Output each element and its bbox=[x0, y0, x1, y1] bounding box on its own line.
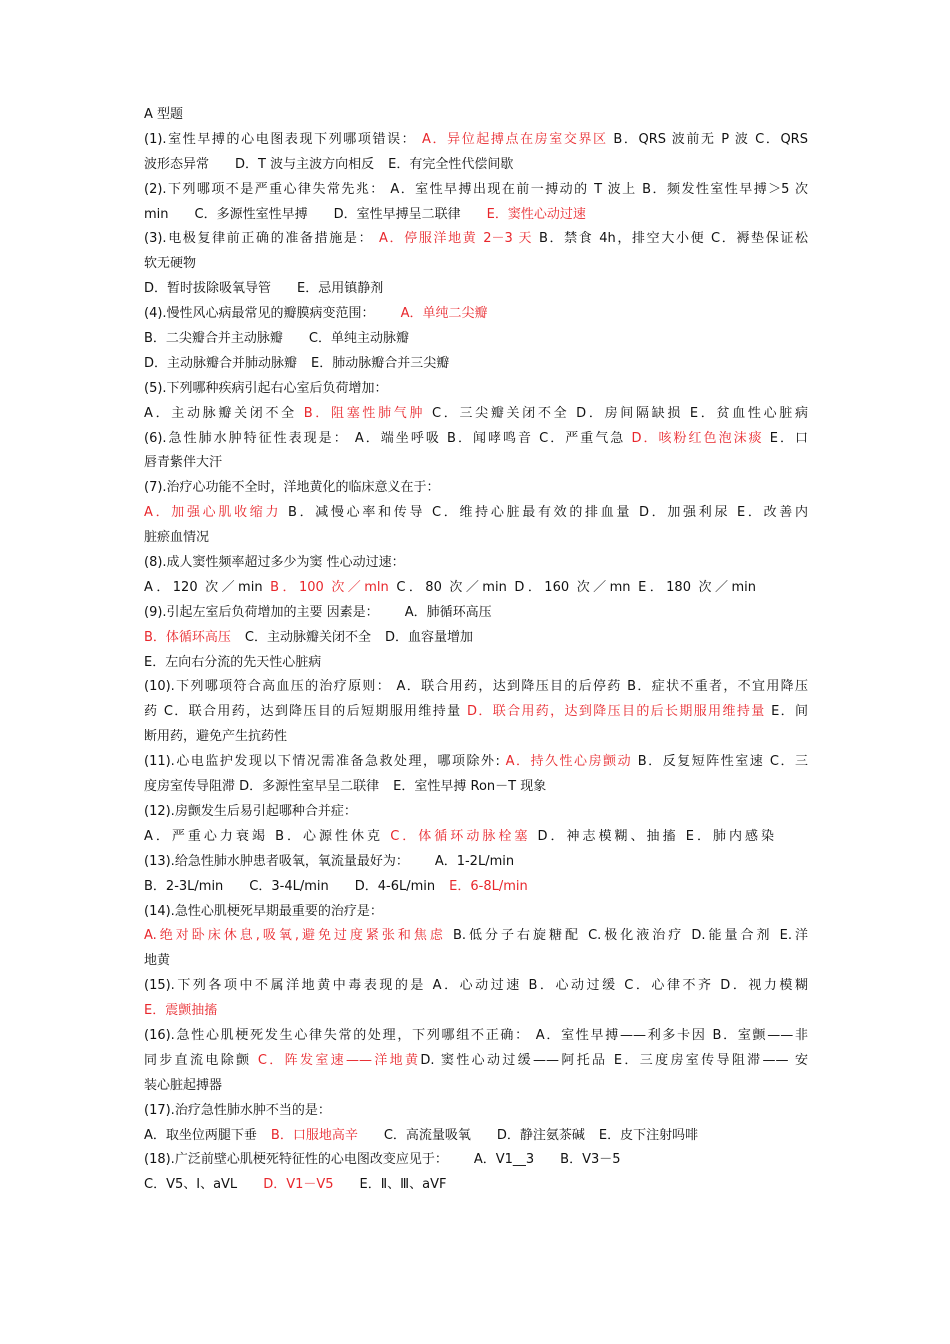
option-b: B．症状不重者，不宜用降压 bbox=[627, 679, 808, 695]
option-e: E．间 bbox=[771, 704, 808, 720]
option-d: D．4-6L/min bbox=[354, 878, 436, 894]
question-2 bbox=[144, 178, 808, 203]
option-d: D．主动脉瓣合并肺动脉瓣 bbox=[144, 355, 298, 371]
question-stem: (1).室性早搏的心电图表现下列哪项错误： bbox=[144, 131, 417, 147]
option-b: B．频发性室性早搏＞5 次 bbox=[642, 181, 808, 197]
option-b: B．闻哮鸣音 bbox=[447, 430, 534, 446]
question-16-cont: 同步直流电除颤 C．阵发室速——洋地黄D. 窦性心动过缓——阿托品 E．三度房室传导阻滞—— 安 bbox=[144, 1052, 808, 1068]
option-c: C．多源性室性早搏 bbox=[194, 206, 308, 222]
question-1-cont: 波形态异常 D．T 波与主波方向相反 E．有完全性代偿间歇 bbox=[144, 156, 514, 172]
option-e: E．肺内感染 bbox=[685, 828, 774, 844]
option-e-answer: E．震颤抽搐 bbox=[144, 1003, 218, 1019]
option-a-answer: A．加强心肌收缩力 bbox=[144, 505, 282, 521]
option-a: A．严重心力衰竭 bbox=[144, 828, 268, 844]
option-c-answer: C．阵发室速——洋地黄 bbox=[257, 1052, 421, 1068]
question-3-cont: 软无硬物 bbox=[144, 256, 197, 272]
option-a: A．肺循环高压 bbox=[404, 604, 492, 620]
question-17 bbox=[144, 1099, 808, 1124]
option-d: D．暂时拔除吸氧导管 bbox=[144, 281, 272, 297]
option-e: E．Ⅱ、Ⅲ、aVF bbox=[359, 1177, 447, 1193]
option-c: C．褥垫保证松 bbox=[711, 231, 808, 247]
question-17-options bbox=[144, 1124, 808, 1149]
question-stem: (5).下列哪种疾病引起右心室后负荷增加： bbox=[144, 380, 388, 396]
option-b: B．反复短阵性室速 bbox=[637, 754, 765, 770]
option-d-answer: D．咳粉红色泡沫痰 bbox=[631, 430, 764, 446]
question-stem: (15).下列各项中不属洋地黄中毒表现的是 bbox=[144, 978, 426, 994]
option-c: C．V5、I、aVL bbox=[144, 1177, 238, 1193]
option-a-answer: A．停服洋地黄 2－3 天 bbox=[379, 231, 534, 247]
question-4-options-1 bbox=[144, 327, 808, 352]
question-13-options bbox=[144, 875, 808, 900]
option-e: E．皮下注射吗啡 bbox=[598, 1127, 699, 1143]
option-c: C．心律不齐 bbox=[624, 978, 714, 994]
option-b: B．2-3L/min bbox=[144, 878, 224, 894]
question-stem: (4).慢性风心病最常见的瓣膜病变范围： bbox=[144, 306, 375, 322]
option-c: C．联合用药，达到降压目的后短期服用维持量 bbox=[163, 704, 462, 720]
option-c: C．三 bbox=[769, 754, 808, 770]
question-10-cont: 药 C．联合用药，达到降压目的后短期服用维持量 D．联合用药，达到降压目的后长期服用维持量 E．间 bbox=[144, 704, 808, 720]
question-5-options bbox=[144, 402, 808, 427]
question-2-cont: min C．多源性室性早搏 D．室性早搏呈二联律 E．窦性心动过速 bbox=[144, 206, 586, 222]
option-d: D．多源性室早呈二联律 bbox=[239, 779, 380, 795]
question-stem: (16).急性心肌梗死发生心律失常的处理，下列哪组不正确： bbox=[144, 1027, 530, 1043]
option-c: C．3-4L/min bbox=[249, 878, 329, 894]
option-b: B．禁食 4h，排空大小便 bbox=[538, 231, 706, 247]
question-4 bbox=[144, 302, 808, 327]
question-stem: (10).下列哪项符合高血压的治疗原则： bbox=[144, 679, 392, 695]
question-10-cont-2: 断用药，避免产生抗药性 bbox=[144, 729, 288, 745]
option-d: D．房间隔缺损 bbox=[576, 405, 684, 421]
question-stem: (9).引起左室后负荷增加的主要 因素是： bbox=[144, 604, 379, 620]
question-3-options bbox=[144, 277, 808, 302]
question-stem: (7).治疗心功能不全时，洋地黄化的临床意义在于： bbox=[144, 480, 440, 496]
option-d-answer: D．V1－V5 bbox=[263, 1177, 334, 1193]
option-c: C．QRS bbox=[755, 131, 808, 147]
question-6-cont: 唇青紫伴大汗 bbox=[144, 455, 223, 471]
question-9-options bbox=[144, 626, 808, 651]
option-c: C．高流量吸氧 bbox=[383, 1127, 471, 1143]
question-7-cont: 脏瘀血情况 bbox=[144, 530, 210, 546]
question-8-options bbox=[144, 576, 756, 601]
question-stem: (14).急性心肌梗死早期最重要的治疗是： bbox=[144, 903, 383, 919]
question-stem: (6).急性肺水肿特征性表现是： bbox=[144, 430, 349, 446]
option-d-answer: D．联合用药，达到降压目的后长期服用维持量 bbox=[467, 704, 766, 720]
option-d: D. 窦性心动过缓——阿托品 bbox=[420, 1052, 608, 1068]
question-7-options bbox=[144, 501, 808, 526]
option-e: E．口 bbox=[769, 430, 808, 446]
question-13 bbox=[144, 850, 808, 875]
option-b-answer: B．体循环高压 bbox=[144, 629, 231, 645]
option-e: E.洋 bbox=[779, 928, 808, 944]
option-b: B．室颤——非 bbox=[712, 1027, 808, 1043]
option-a: A．联合用药，达到降压目的后停药 bbox=[396, 679, 622, 695]
question-8 bbox=[144, 551, 808, 576]
option-e: E．肺动脉瓣合并三尖瓣 bbox=[311, 355, 450, 371]
option-b-answer: B．阻塞性肺气肿 bbox=[303, 405, 426, 421]
question-1 bbox=[144, 128, 808, 153]
question-14 bbox=[144, 900, 808, 925]
question-stem: (8).成人窦性频率超过多少为窦 性心动过速： bbox=[144, 555, 405, 571]
option-a-answer: A.绝对卧床休息,吸氧,避免过度紧张和焦虑 bbox=[144, 928, 446, 944]
option-b: B．心源性休克 bbox=[275, 828, 384, 844]
question-4-options-2 bbox=[144, 352, 808, 377]
option-b: B．心动过缓 bbox=[528, 978, 618, 994]
question-stem: (12).房颤发生后易引起哪种合并症： bbox=[144, 803, 357, 819]
option-c: C．80 次／min bbox=[396, 579, 507, 595]
option-b-answer: B．口服地高辛 bbox=[270, 1127, 358, 1143]
option-d: D．室性早搏呈二联律 bbox=[333, 206, 461, 222]
question-18-options bbox=[144, 1173, 808, 1198]
question-15 bbox=[144, 974, 808, 999]
option-c: C．主动脉瓣关闭不全 bbox=[244, 629, 371, 645]
option-d: D．视力模糊 bbox=[720, 978, 808, 994]
question-9 bbox=[144, 601, 808, 626]
option-e: E．左向右分流的先天性心脏病 bbox=[144, 654, 322, 670]
option-e: E．有完全性代偿间歇 bbox=[388, 156, 514, 172]
question-11-cont: 度房室传导阻滞 D．多源性室早呈二联律 E．室性早搏 Ron－T 现象 bbox=[144, 779, 547, 795]
question-6 bbox=[144, 427, 808, 452]
option-b: B．V3－5 bbox=[560, 1152, 621, 1168]
question-12 bbox=[144, 800, 808, 825]
question-stem: (18).广泛前壁心肌梗死特征性的心电图改变应见于： bbox=[144, 1152, 448, 1168]
option-e: E．三度房室传导阻滞—— bbox=[613, 1052, 789, 1068]
question-9-option-e bbox=[144, 651, 808, 676]
option-c: C．严重气急 bbox=[539, 430, 626, 446]
question-16 bbox=[144, 1024, 808, 1049]
option-a: A．室性早搏出现在前一搏动的 T 波上 bbox=[390, 181, 637, 197]
question-16-cont-2: 装心脏起搏器 bbox=[144, 1077, 223, 1093]
option-a: A．120 次／min bbox=[144, 579, 263, 595]
option-a-answer: A．持久性心房颤动 bbox=[505, 754, 633, 770]
question-stem: (3).电极复律前正确的准备措施是： bbox=[144, 231, 374, 247]
option-a: A．心动过速 bbox=[432, 978, 522, 994]
option-e: E．忌用镇静剂 bbox=[297, 281, 384, 297]
option-a: A．V1__3 bbox=[473, 1152, 535, 1168]
option-a: A．主动脉瓣关闭不全 bbox=[144, 405, 297, 421]
question-stem: (17).治疗急性肺水肿不当的是： bbox=[144, 1102, 331, 1118]
option-c-answer: C．体循环动脉栓塞 bbox=[390, 828, 531, 844]
option-e: E．180 次／min bbox=[638, 579, 756, 595]
question-stem: (13).给急性肺水肿患者吸氧，氧流量最好为： bbox=[144, 853, 409, 869]
option-c: C．维持心脏最有效的排血量 bbox=[432, 505, 633, 521]
option-d: D.能量合剂 bbox=[691, 928, 773, 944]
question-3 bbox=[144, 227, 808, 252]
option-b: B.低分子右旋糖配 bbox=[453, 928, 581, 944]
question-18 bbox=[144, 1148, 808, 1173]
question-10 bbox=[144, 675, 808, 700]
question-stem: (11).心电监护发现以下情况需准备急救处理，哪项除外: bbox=[144, 754, 500, 770]
option-a-answer: A．单纯二尖瓣 bbox=[400, 306, 488, 322]
question-7 bbox=[144, 476, 808, 501]
option-d: D．160 次／mn bbox=[514, 579, 631, 595]
question-5 bbox=[144, 377, 808, 402]
option-e-answer: E．6-8L/min bbox=[449, 878, 528, 894]
option-a: A．端坐呼吸 bbox=[354, 430, 441, 446]
question-12-options bbox=[144, 825, 774, 850]
question-14-options bbox=[144, 924, 808, 949]
option-c: C．三尖瓣关闭不全 bbox=[432, 405, 570, 421]
option-a: A．1-2L/min bbox=[434, 853, 515, 869]
option-d: D．神志模糊、抽搐 bbox=[537, 828, 679, 844]
option-a: A．室性早搏——利多卡因 bbox=[535, 1027, 707, 1043]
option-e-answer: E．窦性心动过速 bbox=[486, 206, 586, 222]
option-a-answer: A．异位起搏点在房室交界区 bbox=[422, 131, 608, 147]
option-a: A．取坐位两腿下垂 bbox=[144, 1127, 257, 1143]
question-stem: (2).下列哪项不是严重心律失常先兆： bbox=[144, 181, 385, 197]
option-d: D．静注氨茶碱 bbox=[496, 1127, 585, 1143]
option-b: B．QRS 波前无 P 波 bbox=[613, 131, 750, 147]
option-b: B．二尖瓣合并主动脉瓣 bbox=[144, 331, 283, 347]
option-c: C．单纯主动脉瓣 bbox=[308, 331, 409, 347]
question-15-option-e bbox=[144, 999, 808, 1024]
option-b: B．减慢心率和传导 bbox=[287, 505, 426, 521]
option-e: E．贫血性心脏病 bbox=[689, 405, 808, 421]
question-14-cont: 地黄 bbox=[144, 953, 171, 969]
option-d: D．T 波与主波方向相反 bbox=[235, 156, 375, 172]
question-list bbox=[144, 103, 808, 1198]
section-title: A 型题 bbox=[144, 107, 184, 122]
option-e: E．改善内 bbox=[736, 505, 808, 521]
question-11 bbox=[144, 750, 808, 775]
option-c: C.极化液治疗 bbox=[588, 928, 685, 944]
option-b-answer: B．100 次／mln bbox=[270, 579, 389, 595]
option-d: D．血容量增加 bbox=[385, 629, 474, 645]
option-e: E．室性早搏 Ron－T 现象 bbox=[393, 779, 547, 795]
option-d: D．加强利尿 bbox=[638, 505, 731, 521]
